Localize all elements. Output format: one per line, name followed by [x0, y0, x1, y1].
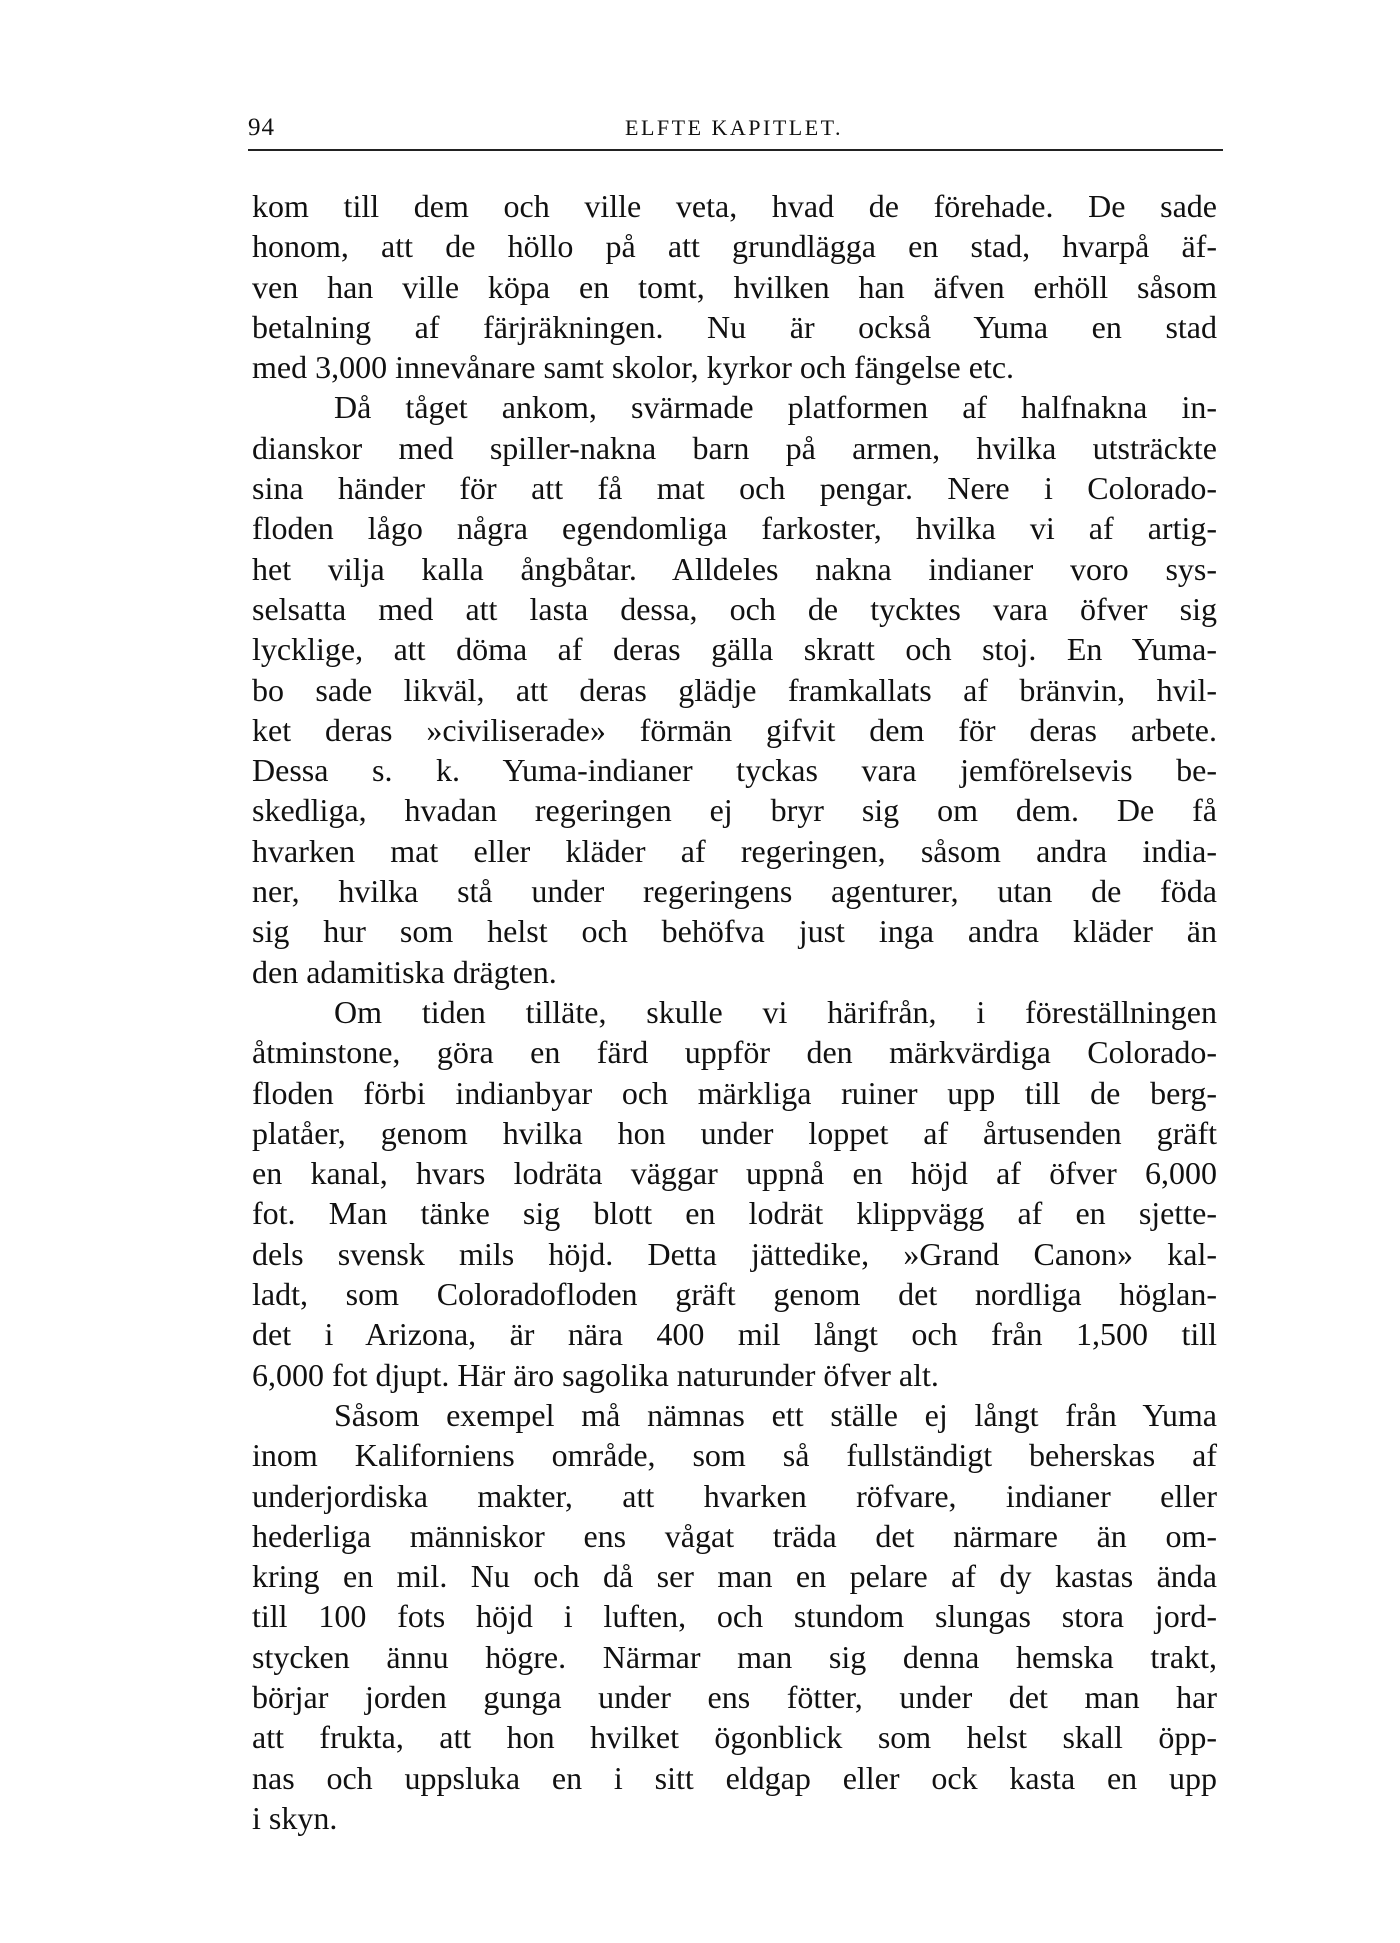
text-line: ner, hvilka stå under regeringens agenturer, utan de föda — [252, 873, 1217, 910]
text-line: het vilja kalla ångbåtar. Alldeles nakna indianer voro sys- — [252, 550, 1217, 587]
text-line: kring en mil. Nu och då ser man en pelare af dy kastas ända — [252, 1558, 1217, 1595]
text-line: med 3,000 innevånare samt skolor, kyrkor och fängelse etc. — [252, 349, 1015, 386]
text-line: honom, att de höllo på att grundlägga en stad, hvarpå äf- — [252, 228, 1217, 265]
text-line: underjordiska makter, att hvarken röfvare, indianer eller — [252, 1477, 1217, 1514]
text-line: den adamitiska drägten. — [252, 953, 557, 990]
text-line: Då tåget ankom, svärmade platformen af halfnakna in- — [334, 389, 1217, 426]
text-line: bo sade likväl, att deras glädje framkallats af bränvin, hvil- — [252, 671, 1217, 708]
text-line: floden förbi indianbyar och märkliga ruiner upp till de berg- — [252, 1074, 1217, 1111]
text-line: fot. Man tänke sig blott en lodrät klippvägg af en sjette- — [252, 1195, 1217, 1232]
text-line: betalning af färjräkningen. Nu är också Yuma en stad — [252, 308, 1217, 345]
text-line: Dessa s. k. Yuma-indianer tyckas vara jemförelsevis be- — [252, 752, 1217, 789]
text-line: hederliga människor ens vågat träda det närmare än om- — [252, 1517, 1217, 1554]
chapter-title: ELFTE KAPITLET. — [625, 115, 843, 140]
page-number: 94 — [248, 114, 275, 141]
text-line: dianskor med spiller-nakna barn på armen, hvilka utsträckte — [252, 429, 1217, 466]
text-line: hvarken mat eller kläder af regeringen, såsom andra india- — [252, 832, 1217, 869]
text-line: åtminstone, göra en färd uppför den märkvärdiga Colorado- — [252, 1034, 1217, 1071]
text-line: till 100 fots höjd i luften, och stundom slungas stora jord- — [252, 1598, 1217, 1635]
running-head — [248, 113, 1220, 147]
text-line: skedliga, hvadan regeringen ej bryr sig om dem. De få — [252, 792, 1217, 829]
text-line: sig hur som helst och behöfva just inga andra kläder än — [252, 913, 1217, 950]
header-rule — [248, 149, 1223, 151]
text-line: floden lågo några egendomliga farkoster, hvilka vi af artig- — [252, 510, 1217, 547]
text-line: dels svensk mils höjd. Detta jättedike, »Grand Canon» kal- — [252, 1235, 1217, 1272]
text-line: ven han ville köpa en tomt, hvilken han äfven erhöll såsom — [252, 268, 1217, 305]
text-line: stycken ännu högre. Närmar man sig denna hemska trakt, — [252, 1638, 1217, 1675]
text-line: inom Kaliforniens område, som så fullständigt beherskas af — [252, 1437, 1217, 1474]
text-line: lycklige, att döma af deras gälla skratt och stoj. En Yuma- — [252, 631, 1217, 668]
text-line: sina händer för att få mat och pengar. Nere i Colorado- — [252, 470, 1217, 507]
text-line: en kanal, hvars lodräta väggar uppnå en höjd af öfver 6,000 — [252, 1155, 1217, 1192]
text-line: att frukta, att hon hvilket ögonblick som helst skall öpp- — [252, 1719, 1217, 1756]
body-text — [252, 186, 1217, 1838]
text-line: börjar jorden gunga under ens fötter, under det man har — [252, 1678, 1217, 1715]
text-line: ket deras »civiliserade» förmän gifvit dem för deras arbete. — [252, 711, 1217, 748]
text-line: i skyn. — [252, 1799, 338, 1836]
text-line: 6,000 fot djupt. Här äro sagolika naturunder öfver alt. — [252, 1356, 939, 1393]
text-line: kom till dem och ville veta, hvad de förehade. De sade — [252, 188, 1217, 224]
text-line: det i Arizona, är nära 400 mil långt och från 1,500 till — [252, 1316, 1217, 1353]
text-line: nas och uppsluka en i sitt eldgap eller ock kasta en upp — [252, 1759, 1217, 1796]
text-line: platåer, genom hvilka hon under loppet af årtusenden gräft — [252, 1114, 1217, 1151]
text-line: ladt, som Coloradofloden gräft genom det nordliga höglan- — [252, 1276, 1217, 1313]
text-line: Om tiden tilläte, skulle vi härifrån, i föreställningen — [334, 993, 1217, 1030]
text-line: Såsom exempel må nämnas ett ställe ej långt från Yuma — [334, 1396, 1217, 1433]
text-line: selsatta med att lasta dessa, och de tycktes vara öfver sig — [252, 590, 1217, 627]
